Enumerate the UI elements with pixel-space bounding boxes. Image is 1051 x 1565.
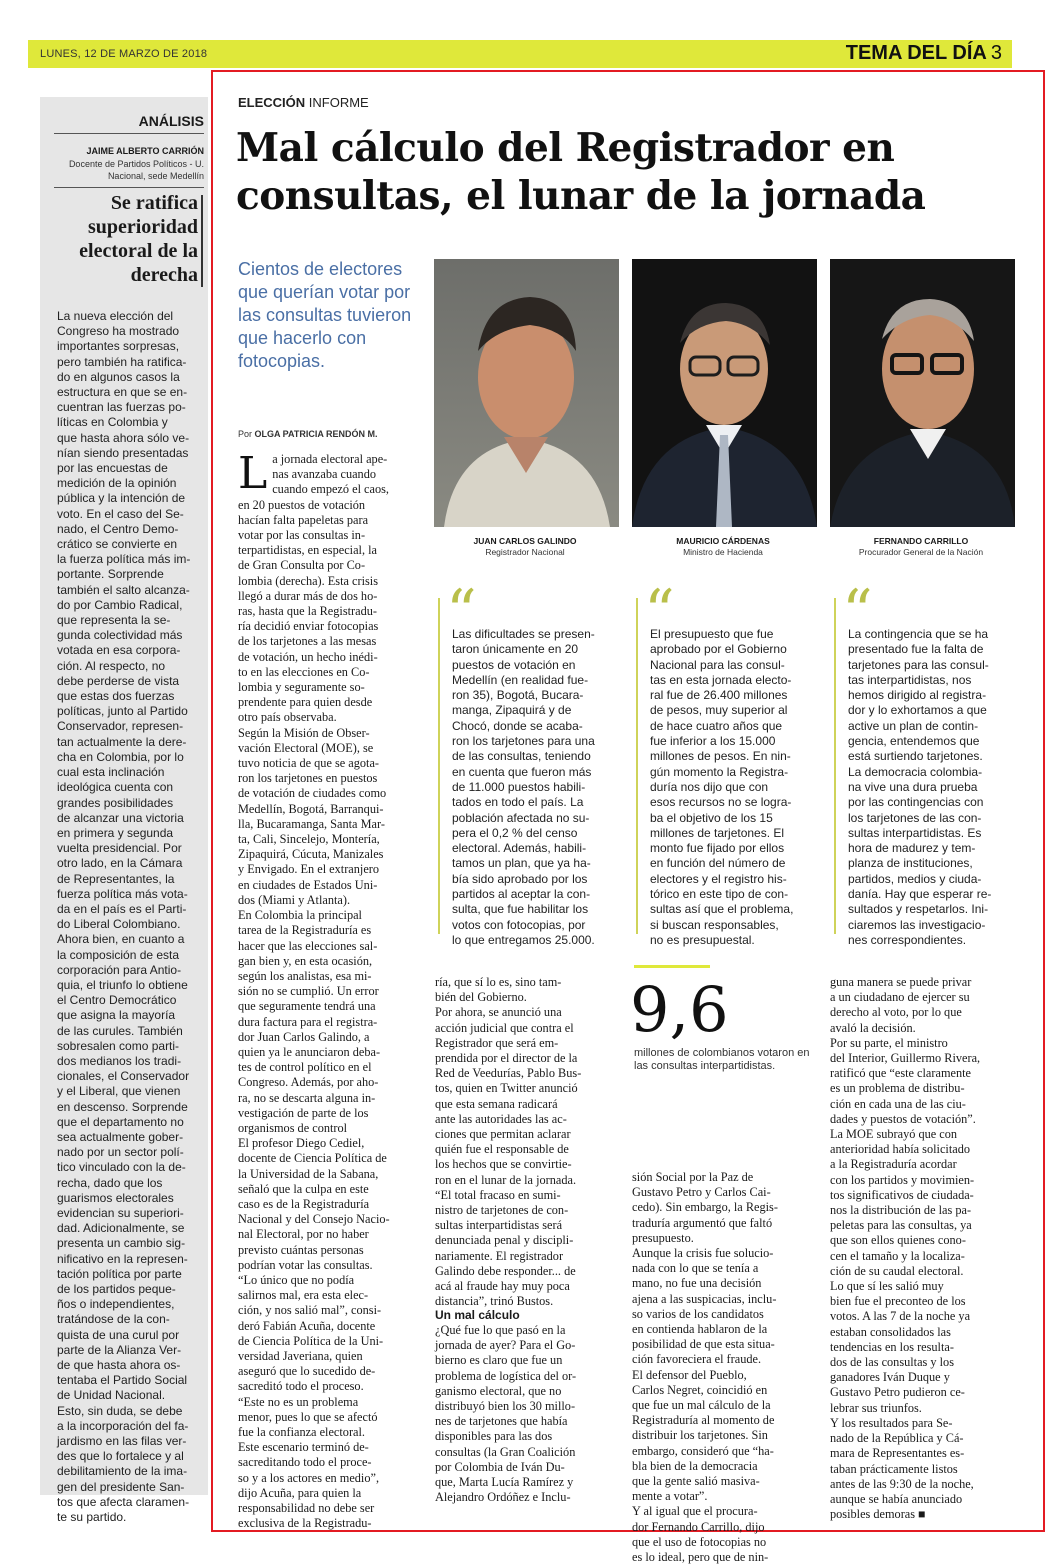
photo-juan-carlos-galindo (434, 259, 619, 527)
caption-1 (430, 536, 620, 557)
quote-accent-bar (438, 598, 440, 934)
analysis-headline: Se ratifica superioridad electoral de la derecha (79, 192, 198, 286)
portrait-illustration (434, 259, 619, 527)
profile-name: FERNANDO CARRILLO (873, 536, 969, 546)
portrait-illustration (632, 259, 817, 527)
quote-mark-icon: “ (842, 577, 873, 647)
drop-cap: L (238, 448, 268, 499)
analysis-divider (54, 187, 204, 188)
analysis-body: La nueva elección del Congreso ha mostrado importantes sorpresas, pero también ha ratifica- do en algunos casos la estructura en que se en- cuentran las fuerzas po- líticas en Colombia y que hasta ahora sólo ve- nían siendo presentadas por las encuestas de medición de la opinión pública y la intención de voto. En el caso del Se- nado, el Centro Demo- crático se convierte en la fuerza política más im- portante. Sorprende también el salto alcanza- do por Cambio Radical, que representa la se- gunda colectividad más votada en esa corpora- ción. Al respecto, no debe perderse de vista que estas dos fuerzas políticas, junto al Partido Conservador, represen- tan actualmente la dere- cha en Colombia, por lo cual esta inclinación ideológica cuenta con grandes posibilidades de alcanzar una victoria en primera y segunda vuelta presidencial. Por otro lado, en la Cámara de Representantes, la fuerza política más vota- da en el país es el Parti- do Liberal Colombiano. Ahora bien, en cuanto a la composición de esta corporación para Antio- quia, el triunfo lo obtiene el Centro Democrático que asigna la mayoría de las curules. También sobresalen como parti- dos medianos los tradi- cionales, el Conservador y el Liberal, que vienen en descenso. Sorprende que el departamento no sea actualmente gober- nado por un sector polí- tico vinculado con la de- recha, dado que los guarismos electorales evidencian su superiori- dad. Adicionalmente, se presenta un cambio sig- nificativo en la represen- tación política por parte de los partidos peque- ños o independientes, tratándose de la con- quista de una curul por parte de la Alianza Ver- de que hasta ahora os- tentaba el Partido Social de Unidad Nacional. Esto, sin duda, se debe a la incorporación del fa- jardismo en las filas ver- des que lo fortalece y al debilitamiento de la ima- gen del presidente San- tos que afecta claramen- te su partido. (57, 309, 191, 1525)
kicker-rest: INFORME (305, 95, 369, 110)
quote-accent-bar (834, 598, 836, 934)
caption-3 (826, 536, 1016, 557)
profile-name: MAURICIO CÁRDENAS (676, 536, 770, 546)
section-name: TEMA DEL DÍA (845, 42, 987, 64)
quote-accent-bar (636, 598, 638, 934)
analysis-author-role: Docente de Partidos Políticos - U. Nacional, sede Medellín (68, 159, 204, 181)
analysis-kicker: ANÁLISIS (54, 113, 204, 134)
kicker-bold: ELECCIÓN (238, 95, 306, 110)
page-number: 3 (990, 42, 1002, 64)
stat-accent-line (634, 965, 710, 968)
portrait-illustration (830, 259, 1015, 527)
quote-mark-icon: “ (446, 577, 477, 647)
page-header (28, 40, 1012, 68)
byline-prefix: Por (238, 429, 255, 439)
byline-name: OLGA PATRICIA RENDÓN M. (254, 429, 378, 439)
column-1-text: a jornada electoral ape- nas avanzaba cuando cuando empezó el caos, en 20 puestos de votación hacían falta papeletas para votar por las consultas in- terpartidistas, en especial, la de Gran Consulta por Co- lombia (derecha). Esta crisis llegó a durar más de dos ho- ras, hasta que la Registradu- ría decidió enviar fotocopias de los tarjetones a las mesas de votación, un hecho inédi- to en las elecciones en Co- lombia y seguramente so- prendente para quien desde otro país observaba. Según la Misión de Obser- vación Electoral (MOE), se tuvo noticia de que se agota- ron los tarjetones en puestos de votación de ciudades como Medellín, Bogotá, Barranqui- lla, Bucaramanga, Santa Mar- ta, Cali, Sincelejo, Montería, Zipaquirá, Cúcuta, Manizales y Envigado. En el extranjero en ciudades de Estados Uni- dos (Miami y Atlanta). En Colombia la principal tarea de la Registraduría es hacer que las elecciones sal- gan bien y, en esta ocasión, según los analistas, esa mi- sión no se cumplió. Un error que seguramente tendrá una dura factura para el registra- dor Juan Carlos Galindo, a quien ya le anunciaron deba- tes de control político en el Congreso. Además, por aho- ra, no se descarta alguna in- vestigación de parte de los organismos de control El profesor Diego Cediel, docente de Ciencia Política de la Universidad de la Sabana, señaló que la culpa en este caso es de la Registraduría Nacional y del Consejo Nacio- nal Electoral, por no haber previsto cuántas personas podrían votar las consultas. “Lo único que no podía salirnos mal, era esta elec- ción, y nos salió mal”, consi- deró Fabián Acuña, docente de Ciencia Política de la Uni- versidad Javeriana, quien aseguró que lo sucedido de- sacreditó todo el proceso. “Este no es un problema menor, pues lo que se afectó fue la confianza electoral. Este escenario terminó de- sacreditando todo el proce- so y a los actores en medio”, dijo Acuña, para quien la responsabilidad no debe ser exclusiva de la Registradu- (238, 452, 390, 1531)
section-title (846, 42, 1002, 65)
stat-number: 9,6 (630, 973, 729, 1046)
article-subhead: Cientos de electores que querían votar por las consultas tuvieron que hacerlo con fotocopias. (238, 259, 412, 371)
analysis-headline-bar (201, 195, 203, 287)
profile-role: Ministro de Hacienda (683, 547, 763, 557)
quote-mark-icon: “ (644, 577, 675, 647)
caption-2 (628, 536, 818, 557)
quote-galindo: Las dificultades se presen- taron únicamente en 20 puestos de votación en Medellín (en realidad fue- ron 35), Bogotá, Bucara- manga, Zipaquirá y de Chocó, donde se acaba- ron los tarjetones para una de las consultas, teniendo en cuenta que fueron más de 11.000 puestos habili- tados en todo el país. La población afectada no su- pera el 0,2 % del censo electoral. Además, habili- tamos un plan, que ya ha- bía sido aprobado por los partidos al aceptar la con- sulta, que fue habilitar los votos con fotocopias, por lo que entregamos 25.000. (452, 627, 595, 947)
article-column-3: sión Social por la Paz de Gustavo Petro y Carlos Cai- cedo). Sin embargo, la Regis- traduría argumentó que faltó presupuesto. Aunque la crisis fue solucio- nada con lo que se tenía a mano, no fue una decisión ajena a las suspicacias, inclu- so varios de los candidatos en contienda hablaron de la posibilidad de que esta situa- ción favoreciera el fraude. El defensor del Pueblo, Carlos Negret, coincidió en que fue un mal cálculo de la Registraduría al momento de distribuir los tarjetones. Sin embargo, consideró que “ha- bla bien de la democracia que la gente salió masiva- mente a votar”. Y al igual que el procura- dor Fernando Carrillo, dijo que el uso de fotocopias no es lo ideal, pero que de nin- (632, 1170, 778, 1565)
article-kicker (238, 95, 369, 110)
quote-cardenas: El presupuesto que fue aprobado por el Gobierno Nacional para las consul- tas en esta jornada electo- ral fue de 26.400 millones de pesos, muy superior al de hace cuatro años que fue inferior a los 15.000 millones de pesos. En nin- gún momento la Registra- duría nos dijo que con esos recursos no se logra- ba el objetivo de los 15 millones de tarjetones. El monto fue fijado por ellos en función del número de electores y el registro his- tórico en este tipo de con- sultas así que el problema, si buscan responsables, no es presupuestal. (650, 627, 794, 947)
article-column-1 (238, 448, 421, 1531)
profile-role: Registrador Nacional (485, 547, 565, 557)
analysis-author: JAIME ALBERTO CARRIÓN (86, 146, 204, 156)
analysis-sidebar (40, 97, 208, 1525)
profile-role: Procurador General de la Nación (858, 547, 984, 557)
stat-text: millones de colombianos votaron en las consultas interpartidistas. (634, 1047, 810, 1072)
photo-mauricio-cardenas (632, 259, 817, 527)
profile-name: JUAN CARLOS GALINDO (473, 536, 577, 546)
article-headline: Mal cálculo del Registrador en consultas, el lunar de la jornada (236, 125, 926, 219)
article-column-2a: ría, que sí lo es, sino tam- bién del Gobierno. Por ahora, se anunció una acción judicial que contra el Registrador que será em- prendida por el director de la Red de Veedurías, Pablo Bus- tos, quien en Twitter anunció que esta semana radicará ante las autoridades las ac- ciones que permitan aclarar quién fue el responsable de los hechos que se convirtie- ron en el lunar de la jornada. “El total fracaso en sumi- nistro de tarjetones de con- sultas interpartidistas será denunciada penal y discipli- nariamente. El registrador Galindo debe responder... de acá al fraude hay muy poca distancia”, trinó Bustos. (435, 975, 582, 1309)
article-byline (238, 429, 378, 439)
quote-carrillo: La contingencia que se ha presentado fue la falta de tarjetones para las consul- tas interpartidistas, nos hemos dirigido al registra- dor y lo exhortamos a que active un plan de contin- gencia, entendemos que está surtiendo tarjetones. La democracia colombia- na vive una dura prueba por las contingencias con los tarjetones de las con- sultas interpartidistas. Es hora de madurez y tem- planza de instituciones, partidos, medios y ciuda- danía. Hay que esperar re- sultados y respetarlos. Ini- ciaremos las investigacio- nes correspondientes. (848, 627, 992, 947)
article-column-2b: ¿Qué fue lo que pasó en la jornada de ayer? Para el Go- bierno es claro que fue un problema de logística del or- ganismo electoral, que no distribuyó bien los 30 millo- nes de tarjetones que había disponibles para las dos consultas (la Gran Coalición por Colombia de Iván Du- que, Marta Lucía Ramírez y Alejandro Ordóñez e Inclu- (435, 1323, 577, 1505)
article-column-4: guna manera se puede privar a un ciudadano de ejercer su derecho al voto, por lo que avaló la decisión. Por su parte, el ministro del Interior, Guillermo Rivera, ratificó que “este claramente es un problema de distribu- ción en cada una de las ciu- dades y puestos de votación”. La MOE subrayó que con anterioridad había solicitado a la Registraduría acordar con los partidos y movimien- tos significativos de ciudada- nos la distribución de las pa- peletas para las consultas, ya que son ellos quienes cono- cen el tamaño y la localiza- ción de su caudal electoral. Lo que sí les salió muy bien fue el preconteo de los votos. A las 7 de la noche ya estaban consolidados las tendencias en los resulta- dos de las consultas y los ganadores Iván Duque y Gustavo Petro pudieron ce- lebrar sus triunfos. Y los resultados para Se- nado de la República y Cá- mara de Representantes es- taban prácticamente listos antes de las 9:30 de la noche, aunque se había anunciado posibles demoras ■ (830, 975, 981, 1522)
photo-fernando-carrillo (830, 259, 1015, 527)
issue-date: LUNES, 12 DE MARZO DE 2018 (40, 48, 208, 60)
article-subhead-2: Un mal cálculo (435, 1308, 520, 1322)
